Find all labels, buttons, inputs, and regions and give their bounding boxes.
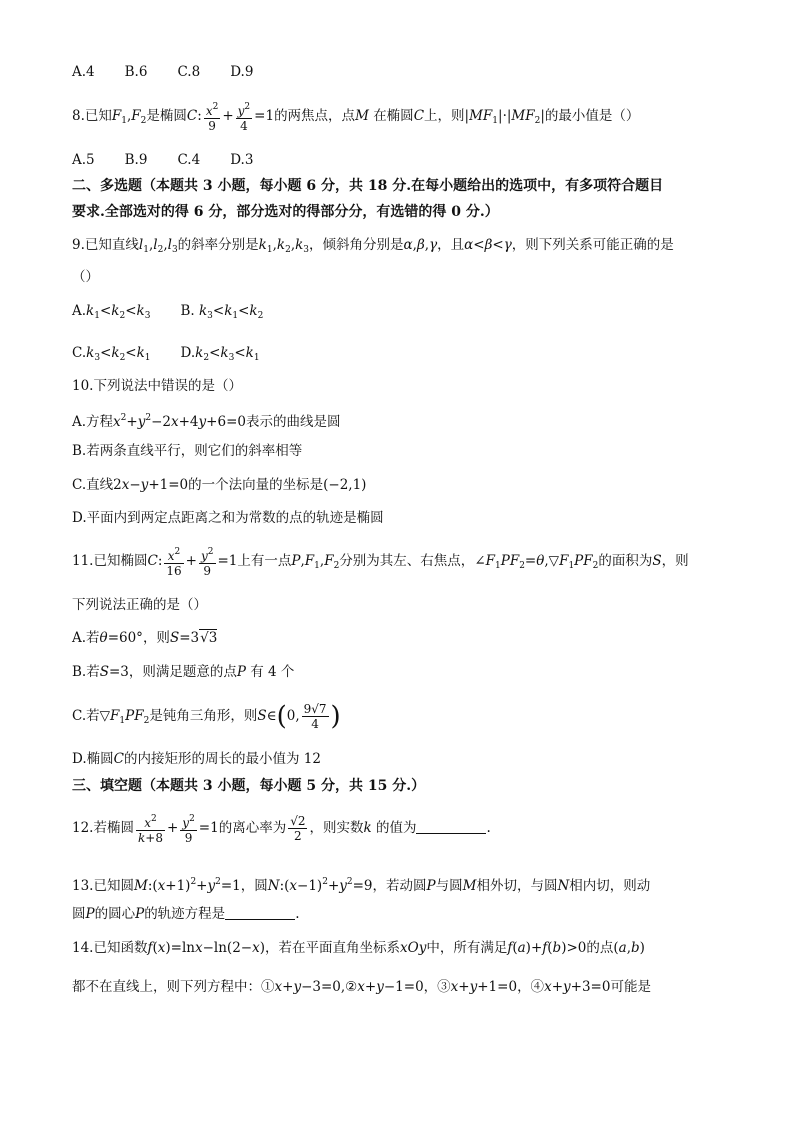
q12-stem: 12.若椭圆 $\frac{x^2}{k+8}$ + $\frac{y^2}{9}$ =1的离心率为 $\frac{√2}{2}$ ，则实数k 的值为 . xyxy=(72,814,491,845)
q10-option-d: D.平面内到两定点距离之和为常数的点的轨迹是椭圆 xyxy=(72,510,384,526)
q7-options xyxy=(72,62,283,82)
q9-options-cd: $C.k_3<k_2<k_1$ $D.k_2<k_3<k_1$ xyxy=(72,345,260,363)
q11-stem: 11.已知椭圆C: $\frac{x^2}{16}$ + $\frac{y^2}{9}$ =1上有一点$P,F_1,F_2$分别为其左、右焦点，$\angle F_1PF_2=\theta,▽F_1PF_2$的面积为S，则 xyxy=(72,547,689,578)
q7-option-b: B.6 xyxy=(124,64,148,80)
q7-option-d: D.9 xyxy=(230,64,254,80)
q11-option-d: D.椭圆C的内接矩形的周长的最小值为 12 xyxy=(72,751,321,767)
q8-option-c: C.4 xyxy=(177,152,201,168)
q7-option-c: C.8 xyxy=(177,64,201,80)
section-2-header-line1: 二、多选题（本题共 3 小题，每小题 6 分，共 18 分.在每小题给出的选项中，有多项符合题目 xyxy=(72,178,664,194)
q12-answer-blank[interactable] xyxy=(416,819,486,834)
q8-option-b: B.9 xyxy=(124,152,148,168)
q9-stem: 9.已知直线$l_1,l_2,l_3$的斜率分别是$k_1,k_2,k_3$，倾斜角分别是α,β,γ，且α<β<γ，则下列关系可能正确的是 xyxy=(72,237,674,255)
q13-stem-line2: 圆P的圆心P的轨迹方程是 . xyxy=(72,906,300,922)
q13-answer-blank[interactable] xyxy=(225,905,295,920)
q9-stem-line2: （） xyxy=(72,269,99,285)
q11-option-c: C.若$▽F_1PF_2$是钝角三角形，则S∈(0, $\frac{9√7}{4}$ ) xyxy=(72,701,341,732)
q14-stem: 14.已知函数f(x)=lnx−ln(2−x)，若在平面直角坐标系xOy中，所有满足f(a)+f(b)>0的点(a,b) xyxy=(72,940,645,956)
q10-option-b: B.若两条直线平行，则它们的斜率相等 xyxy=(72,443,303,459)
q11-stem-line2: 下列说法正确的是（） xyxy=(72,597,207,613)
q10-option-c: C.直线2x−y+1=0的一个法向量的坐标是(−2,1) xyxy=(72,477,367,493)
q8-stem: 8.已知$F_1,F_2$是椭圆C: $\frac{x^2}{9}$ + $\frac{y^2}{4}$ =1的两焦点，点M 在椭圆C上，则$|MF_1|\cdot|MF_2|$的最小值是（） xyxy=(72,102,640,133)
q11-option-b: B.若S=3，则满足题意的点P 有 4 个 xyxy=(72,664,295,680)
q11-option-a: A.若θ=60°，则S=3√3 xyxy=(72,630,218,646)
q8-option-d: D.3 xyxy=(230,152,254,168)
q9-options-ab: $A.k_1<k_2<k_3$ B. $k_3<k_1<k_2$ xyxy=(72,303,264,321)
section-2-header-line2: 要求.全部选对的得 6 分，部分选对的得部分分，有选错的得 0 分.） xyxy=(72,204,499,220)
q14-stem-line2: 都不在直线上，则下列方程中：①x+y−3=0,②x+y−1=0，③x+y+1=0，④x+y+3=0可能是 xyxy=(72,979,651,995)
q13-stem: 13.已知圆$M:(x+1)^2+y^2=1$，圆$N:(x-1)^2+y^2=9$，若动圆P与圆M相外切，与圆N相内切，则动 xyxy=(72,877,651,894)
section-3-header: 三、填空题（本题共 3 小题，每小题 5 分，共 15 分.） xyxy=(72,778,426,794)
q7-option-a: A.4 xyxy=(72,64,95,80)
q10-option-a: A.方程$x^2+y^2-2x+4y+6=0$表示的曲线是圆 xyxy=(72,413,341,430)
q10-stem: 10.下列说法中错误的是（） xyxy=(72,378,242,394)
q8-options xyxy=(72,150,283,170)
q8-option-a: A.5 xyxy=(72,152,95,168)
